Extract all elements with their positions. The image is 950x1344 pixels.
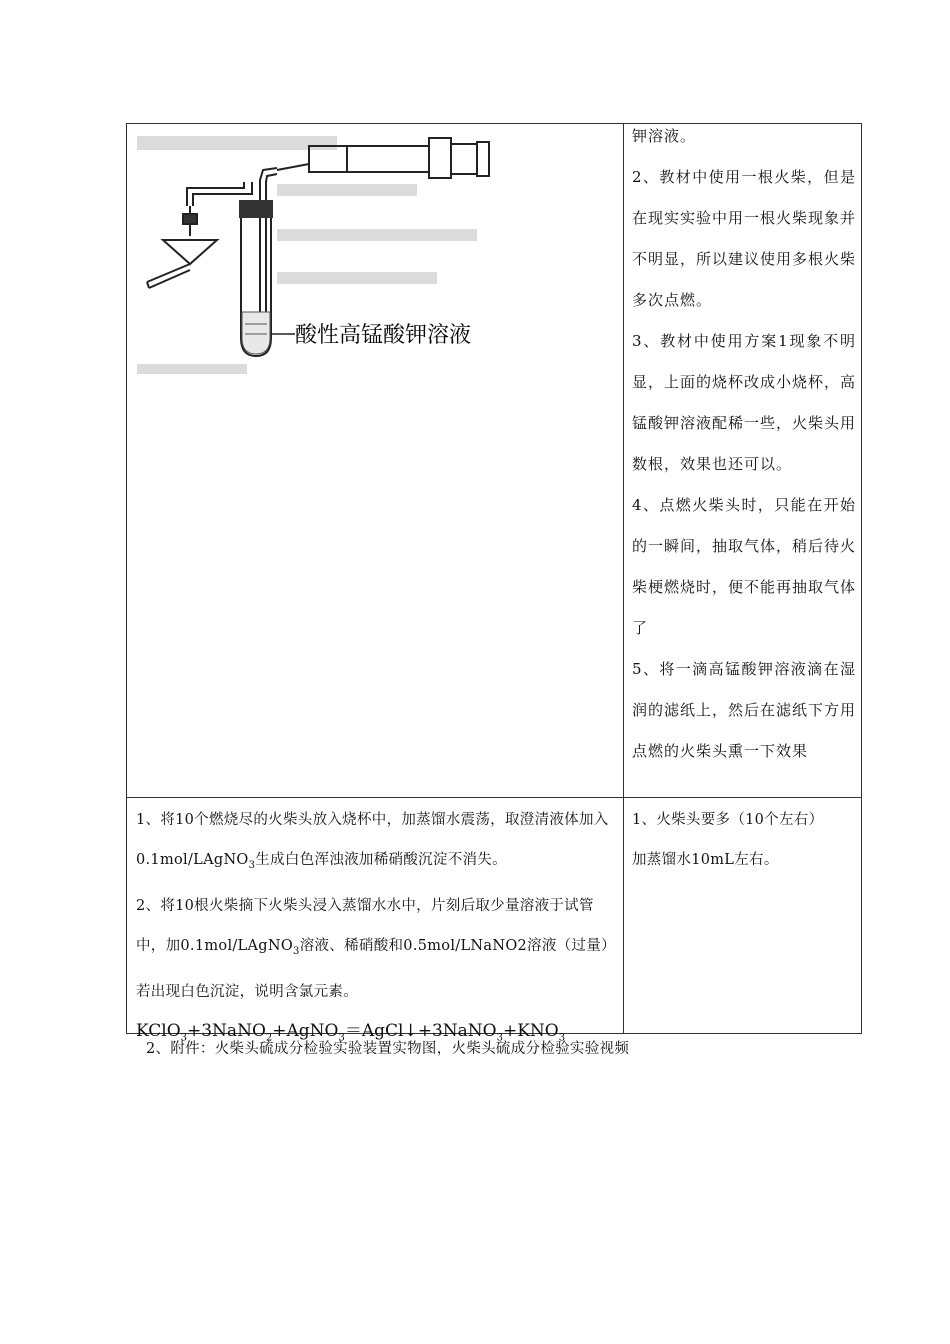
experiment-table <box>126 123 862 1044</box>
reaction-equation: $KClO_3+3NaNO_2+AgNO_3=AgCl↓+3NaNO_3+KNO_3$ <box>136 1020 566 1044</box>
procedure-step-2: 2、将10根火柴摘下火柴头浸入蒸馏水水中，片刻后取少量溶液于试管中，加0.1mol/LAgNO$_3$溶液、稀硝酸和0.5mol/LNaNO2溶液（过量）若出现白色沉淀，说明含氯元素。 <box>136 897 609 1000</box>
procedure-note-line: 1、火柴头要多（10个左右） <box>632 812 824 828</box>
note-item: 3、教材中使用方案1现象不明显，上面的烧杯改成小烧杯，高锰酸钾溶液配稀一些，火柴头用数根，效果也还可以。 <box>632 332 857 473</box>
procedure-notes-cell <box>624 798 862 1034</box>
note-item: 5、将一滴高锰酸钾溶液滴在湿润的滤纸上，然后在滤纸下方用点燃的火柴头熏一下效果 <box>632 660 857 760</box>
apparatus-diagram <box>127 124 623 424</box>
apparatus-diagram-cell <box>127 124 623 797</box>
note-item: 4、点燃火柴头时，只能在开始的一瞬间，抽取气体，稍后待火柴梗燃烧时，便不能再抽取气体了 <box>632 496 857 637</box>
procedure-step-1: 1、将10个燃烧尽的火柴头放入烧杯中，加蒸馏水震荡，取澄清液体加入0.1mol/LAgNO$_3$生成白色浑浊液加稀硝酸沉淀不消失。 <box>136 812 609 871</box>
attachment-note: 2、附件：火柴头硫成分检验实验装置实物图，火柴头硫成分检验实验视频 <box>146 1041 630 1057</box>
note-item: 2、教材中使用一根火柴，但是在现实实验中用一根火柴现象并不明显，所以建议使用多根火柴多次点燃。 <box>632 168 857 309</box>
notes-cell <box>624 124 862 797</box>
procedure-note-line: 加蒸馏水10mL左右。 <box>632 852 779 868</box>
procedure-cell <box>127 798 623 1044</box>
note-item: 钾溶液。 <box>632 127 697 145</box>
solution-label: 酸性高锰酸钾溶液 <box>295 323 472 348</box>
